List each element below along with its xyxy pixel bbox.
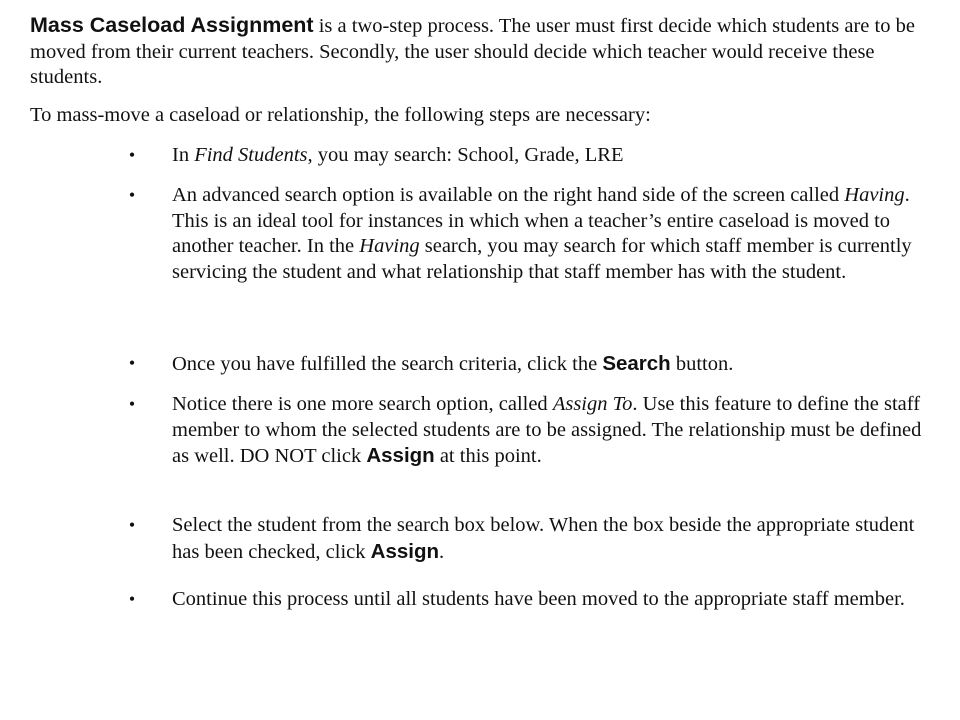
intro-paragraph: [30, 13, 930, 91]
step-text: at this point.: [434, 445, 542, 467]
step-text: Notice there is one more search option, called: [172, 393, 553, 415]
step-item-having-search: [128, 183, 922, 285]
bullet-icon: •: [128, 353, 136, 373]
step-ui-term: Search: [602, 352, 671, 375]
step-text: In: [172, 144, 195, 166]
step-emphasis: Assign To: [552, 393, 633, 415]
step-item-find-students: [128, 143, 922, 169]
step-item-continue: [128, 587, 922, 613]
bullet-icon: •: [128, 394, 136, 414]
step-emphasis: Having: [844, 184, 905, 206]
bullet-icon: •: [128, 185, 136, 205]
bullet-icon: •: [128, 145, 136, 165]
step-item-search-button: [128, 351, 922, 378]
step-text: Select the student from the search box below. When the box beside the appropriate student has been checked, click: [172, 514, 915, 563]
steps-lead-in: To mass-move a caseload or relationship, the following steps are necessary:: [30, 104, 651, 126]
bullet-icon: •: [128, 589, 136, 609]
step-item-select-student: [128, 513, 922, 565]
step-text: . Use this feature to define the staff member to whom the selected students are to be assigned. The relationship must be defined as well. DO NOT click: [172, 393, 922, 467]
bullet-icon: •: [128, 515, 136, 535]
step-item-assign-to: [128, 392, 922, 470]
step-text: . This is an ideal tool for instances in which when a teacher’s entire caseload is moved to another teacher. In the: [172, 184, 910, 257]
intro-term: Mass Caseload Assignment: [30, 13, 314, 37]
step-emphasis: Find Students: [194, 144, 308, 166]
step-emphasis: Having: [359, 235, 420, 257]
step-text: , you may search: School, Grade, LRE: [307, 144, 624, 166]
step-text: button.: [670, 353, 734, 375]
step-ui-term: Assign: [366, 444, 435, 467]
step-text: Once you have fulfilled the search criteria, click the: [172, 353, 603, 375]
step-text: .: [439, 540, 445, 563]
intro-text: is a two-step process. The user must first decide which students are to be moved from their current teachers. Secondly, the user should decide which teacher would receive these students.: [30, 15, 915, 88]
step-ui-term: Assign: [370, 539, 439, 563]
step-text: Continue this process until all students have been moved to the appropriate staff member.: [172, 588, 905, 610]
step-text: An advanced search option is available on the right hand side of the screen called: [172, 184, 845, 206]
step-text: search, you may search for which staff member is currently servicing the student and what relationship that staff member has with the student.: [172, 235, 912, 283]
